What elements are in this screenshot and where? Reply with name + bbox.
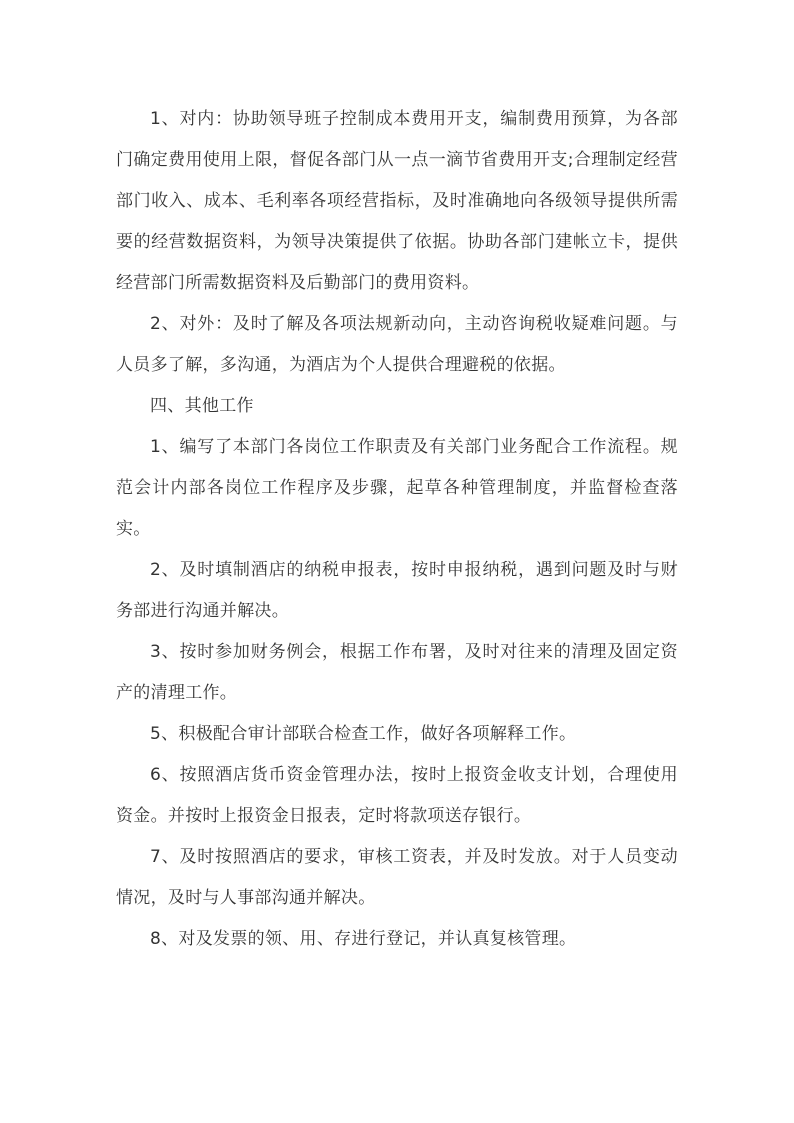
paragraph-internal-duties: 1、对内：协助领导班子控制成本费用开支，编制费用预算，为各部门确定费用使用上限，督促各部门从一点一滴节省费用开支;合理制定经营部门收入、成本、毛利率各项经营指标，及时准确地向各级领导提供所需要的经营数据资料，为领导决策提供了依据。协助各部门建帐立卡，提供经营部门所需数据资料及后勤部门的费用资料。 [116, 109, 678, 293]
document-body [116, 99, 678, 960]
paragraph-item-8: 8、对及发票的领、用、存进行登记，并认真复核管理。 [150, 929, 577, 949]
paragraph-item-6: 6、按照酒店货币资金管理办法，按时上报资金收支计划，合理使用资金。并按时上报资金日报表，定时将款项送存银行。 [116, 765, 678, 826]
paragraph-item-3: 3、按时参加财务例会，根据工作布署，及时对往来的清理及固定资产的清理工作。 [116, 642, 678, 703]
paragraph-item-1: 1、编写了本部门各岗位工作职责及有关部门业务配合工作流程。规范会计内部各岗位工作程序及步骤，起草各种管理制度，并监督检查落实。 [116, 437, 678, 539]
paragraph-item-7: 7、及时按照酒店的要求，审核工资表，并及时发放。对于人员变动情况，及时与人事部沟通并解决。 [116, 847, 678, 908]
section-heading-other-work: 四、其他工作 [150, 396, 254, 416]
paragraph-item-5: 5、积极配合审计部联合检查工作，做好各项解释工作。 [150, 724, 577, 744]
paragraph-item-2: 2、及时填制酒店的纳税申报表，按时申报纳税，遇到问题及时与财务部进行沟通并解决。 [116, 560, 678, 621]
paragraph-external-duties: 2、对外：及时了解及各项法规新动向，主动咨询税收疑难问题。与人员多了解，多沟通，为酒店为个人提供合理避税的依据。 [116, 314, 678, 375]
